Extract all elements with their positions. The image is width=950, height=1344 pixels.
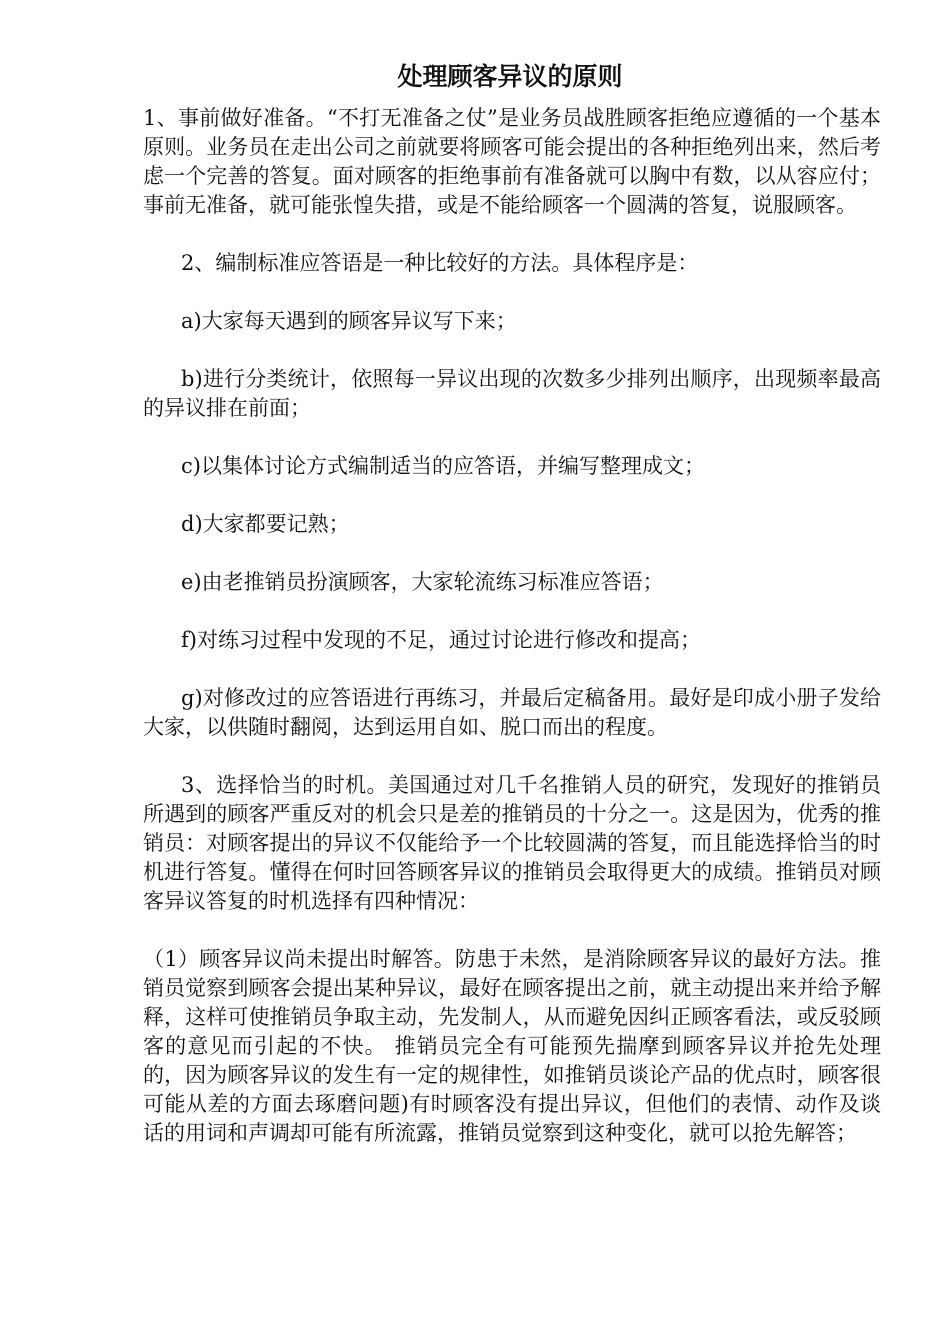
document-title: 处理顾客异议的原则 xyxy=(397,62,623,91)
paragraph-2d: d)大家都要记熟； xyxy=(181,512,350,536)
paragraph-1: 1、事前做好准备。“不打无准备之仗”是业务员战胜顾客拒绝应遵循的一个基本原则。业务员在走出公司之前就要将顾客可能会提出的各种拒绝列出来，然后考虑一个完善的答复。面对顾客的拒绝事前有准备就可以胸中有数，以从容应付；事前无准备，就可能张惶失措，或是不能给顾客一个圆满的答复，说服顾客。 xyxy=(143,106,881,217)
paragraph-2e: e)由老推销员扮演顾客，大家轮流练习标准应答语； xyxy=(181,570,664,594)
paragraph-2a: a)大家每天遇到的顾客异议写下来； xyxy=(181,309,517,333)
paragraph-3-1: （1）顾客异议尚未提出时解答。防患于未然，是消除顾客异议的最好方法。推销员觉察到顾客会提出某种异议，最好在顾客提出之前，就主动提出来并给予解释，这样可使推销员争取主动，先发制人，从而避免因纠正顾客看法，或反驳顾客的意见而引起的不快。 推销员完全有可能预先揣摩到顾客异议并抢先处理的，因为顾客异议的发生有一定的规律性，如推销员谈论产品的优点时，顾客很可能从差的方面去琢磨问题)有时顾客没有提出异议，但他们的表情、动作及谈话的用词和声调却可能有所流露，推销员觉察到这种变化，就可以抢先解答； xyxy=(143,947,881,1145)
paragraph-2b: b)进行分类统计，依照每一异议出现的次数多少排列出顺序，出现频率最高的异议排在前面； xyxy=(143,367,881,420)
paragraph-2f: f)对练习过程中发现的不足，通过讨论进行修改和提高； xyxy=(181,628,701,652)
paragraph-2: 2、编制标准应答语是一种比较好的方法。具体程序是： xyxy=(181,251,699,275)
paragraph-3: 3、选择恰当的时机。美国通过对几千名推销人员的研究，发现好的推销员所遇到的顾客严重反对的机会只是差的推销员的十分之一。这是因为，优秀的推销员：对顾客提出的异议不仅能给予一个比较圆满的答复，而且能选择恰当的时机进行答复。懂得在何时回答顾客异议的推销员会取得更大的成绩。推销员对顾客异议答复的时机选择有四种情况： xyxy=(143,773,881,913)
paragraph-2c: c)以集体讨论方式编制适当的应答语，并编写整理成文； xyxy=(181,454,705,478)
paragraph-2g: g)对修改过的应答语进行再练习，并最后定稿备用。最好是印成小册子发给大家，以供随时翻阅，达到运用自如、脱口而出的程度。 xyxy=(143,686,881,739)
document-body xyxy=(143,104,881,1148)
